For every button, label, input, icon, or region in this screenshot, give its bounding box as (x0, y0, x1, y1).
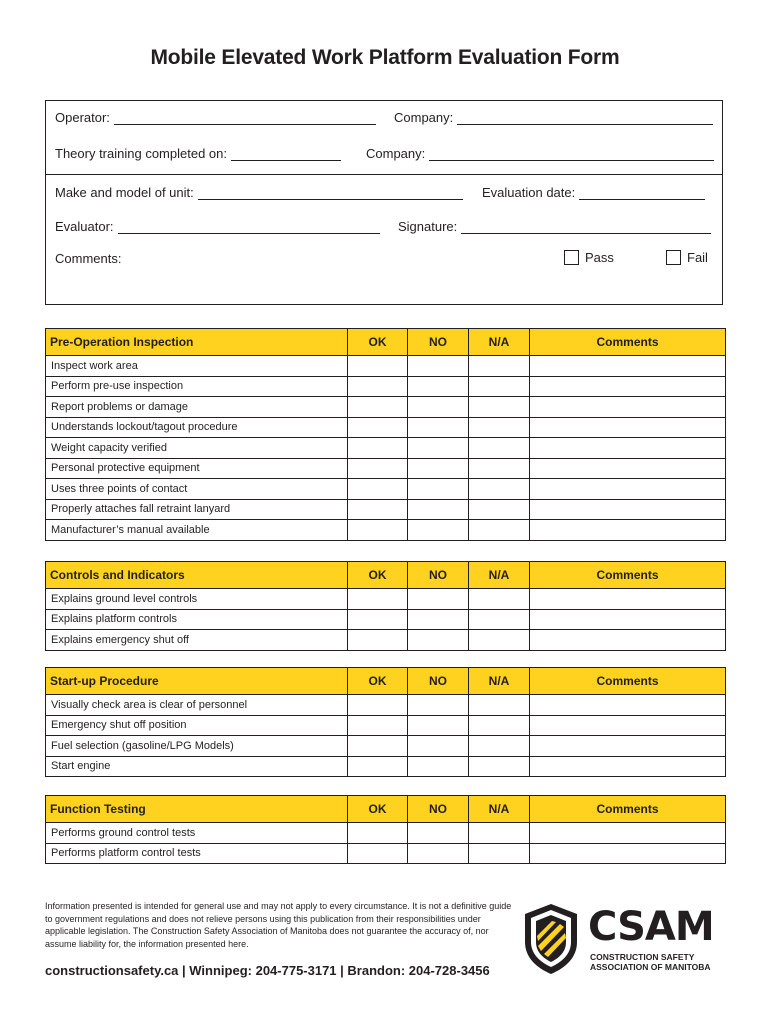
na-cell[interactable] (469, 438, 530, 459)
ok-column-header: OK (348, 796, 408, 823)
ok-cell[interactable] (348, 417, 408, 438)
operator-field[interactable] (55, 110, 376, 125)
table-row (46, 715, 726, 736)
company-field-1[interactable] (394, 110, 713, 125)
section-header-row (46, 796, 726, 823)
no-cell[interactable] (408, 479, 469, 500)
na-cell[interactable] (469, 756, 530, 777)
no-cell[interactable] (408, 499, 469, 520)
info-box (45, 100, 723, 305)
table-row (46, 520, 726, 541)
comments-cell[interactable] (530, 823, 726, 844)
criterion-label: Report problems or damage (46, 397, 348, 418)
ok-cell[interactable] (348, 715, 408, 736)
ok-cell[interactable] (348, 695, 408, 716)
ok-cell[interactable] (348, 736, 408, 757)
comments-cell[interactable] (530, 589, 726, 610)
no-column-header: NO (408, 796, 469, 823)
brand-name: CSAM (588, 904, 714, 950)
section-header-row (46, 329, 726, 356)
section-table (45, 328, 726, 541)
table-row (46, 458, 726, 479)
no-cell[interactable] (408, 630, 469, 651)
criterion-label: Performs ground control tests (46, 823, 348, 844)
comments-cell[interactable] (530, 715, 726, 736)
comments-cell[interactable] (530, 397, 726, 418)
table-row (46, 376, 726, 397)
comments-column-header: Comments (530, 329, 726, 356)
table-row (46, 356, 726, 377)
evaluator-line[interactable] (118, 219, 380, 234)
contact-line: constructionsafety.ca | Winnipeg: 204-775-3171 | Brandon: 204-728-3456 (45, 963, 490, 978)
section-table (45, 795, 726, 864)
table-row (46, 630, 726, 651)
fail-checkbox[interactable] (666, 250, 708, 265)
company-label-1: Company: (394, 110, 454, 125)
company-field-2[interactable] (366, 146, 714, 161)
table-row (46, 695, 726, 716)
criterion-label: Understands lockout/tagout procedure (46, 417, 348, 438)
comments-column-header: Comments (530, 668, 726, 695)
signature-label: Signature: (398, 219, 458, 234)
no-column-header: NO (408, 668, 469, 695)
fail-box[interactable] (666, 250, 681, 265)
signature-field[interactable] (398, 219, 711, 234)
section-title: Start-up Procedure (46, 668, 348, 695)
comments-field (55, 251, 121, 266)
no-cell[interactable] (408, 609, 469, 630)
criterion-label: Visually check area is clear of personnel (46, 695, 348, 716)
table-row (46, 736, 726, 757)
na-column-header: N/A (469, 329, 530, 356)
evaluation-date-line[interactable] (579, 185, 705, 200)
criterion-label: Performs platform control tests (46, 843, 348, 864)
na-cell[interactable] (469, 630, 530, 651)
brand-subtitle-line-1: CONSTRUCTION SAFETY (590, 952, 695, 962)
na-column-header: N/A (469, 668, 530, 695)
ok-cell[interactable] (348, 589, 408, 610)
comments-label: Comments: (55, 251, 122, 266)
company-label-2: Company: (366, 146, 426, 161)
na-cell[interactable] (469, 736, 530, 757)
na-column-header: N/A (469, 796, 530, 823)
comments-cell[interactable] (530, 438, 726, 459)
criterion-label: Explains ground level controls (46, 589, 348, 610)
table-row (46, 479, 726, 500)
ok-cell[interactable] (348, 756, 408, 777)
company-line-2[interactable] (429, 146, 714, 161)
ok-cell[interactable] (348, 376, 408, 397)
na-cell[interactable] (469, 520, 530, 541)
no-cell[interactable] (408, 843, 469, 864)
comments-cell[interactable] (530, 458, 726, 479)
na-cell[interactable] (469, 376, 530, 397)
table-row (46, 823, 726, 844)
theory-label: Theory training completed on: (55, 146, 227, 161)
comments-cell[interactable] (530, 376, 726, 397)
table-row (46, 438, 726, 459)
ok-cell[interactable] (348, 458, 408, 479)
table-row (46, 397, 726, 418)
ok-cell[interactable] (348, 499, 408, 520)
no-cell[interactable] (408, 397, 469, 418)
criterion-label: Properly attaches fall retraint lanyard (46, 499, 348, 520)
criterion-label: Explains platform controls (46, 609, 348, 630)
section-table (45, 667, 726, 777)
table-row (46, 756, 726, 777)
signature-line[interactable] (461, 219, 711, 234)
ok-cell[interactable] (348, 397, 408, 418)
evaluator-label: Evaluator: (55, 219, 114, 234)
criterion-label: Explains emergency shut off (46, 630, 348, 651)
ok-column-header: OK (348, 329, 408, 356)
make-model-field[interactable] (55, 185, 463, 200)
csam-logo (522, 902, 727, 982)
na-cell[interactable] (469, 823, 530, 844)
no-cell[interactable] (408, 520, 469, 541)
comments-cell[interactable] (530, 479, 726, 500)
section-header-row (46, 562, 726, 589)
comments-column-header: Comments (530, 562, 726, 589)
ok-cell[interactable] (348, 479, 408, 500)
make-model-line[interactable] (198, 185, 463, 200)
comments-cell[interactable] (530, 756, 726, 777)
ok-cell[interactable] (348, 823, 408, 844)
na-cell[interactable] (469, 843, 530, 864)
theory-field[interactable] (55, 146, 341, 161)
ok-cell[interactable] (348, 356, 408, 377)
ok-column-header: OK (348, 562, 408, 589)
na-cell[interactable] (469, 499, 530, 520)
comments-cell[interactable] (530, 736, 726, 757)
shield-icon (522, 902, 580, 976)
comments-cell[interactable] (530, 843, 726, 864)
theory-line[interactable] (231, 146, 341, 161)
table-row (46, 843, 726, 864)
criterion-label: Emergency shut off position (46, 715, 348, 736)
criterion-label: Inspect work area (46, 356, 348, 377)
no-column-header: NO (408, 562, 469, 589)
no-cell[interactable] (408, 715, 469, 736)
na-cell[interactable] (469, 356, 530, 377)
no-cell[interactable] (408, 417, 469, 438)
ok-cell[interactable] (348, 843, 408, 864)
evaluator-field[interactable] (55, 219, 380, 234)
criterion-label: Manufacturer’s manual available (46, 520, 348, 541)
na-column-header: N/A (469, 562, 530, 589)
operator-label: Operator: (55, 110, 110, 125)
na-cell[interactable] (469, 715, 530, 736)
criterion-label: Personal protective equipment (46, 458, 348, 479)
brand-subtitle-line-2: ASSOCIATION OF MANITOBA (590, 962, 711, 972)
brand-subtitle (590, 952, 711, 972)
table-row (46, 417, 726, 438)
criterion-label: Fuel selection (gasoline/LPG Models) (46, 736, 348, 757)
no-cell[interactable] (408, 695, 469, 716)
section-table (45, 561, 726, 651)
na-cell[interactable] (469, 397, 530, 418)
operator-line[interactable] (114, 110, 376, 125)
disclaimer: Information presented is intended for general use and may not apply to every circumstance. It is not a definitive guide to government regulations and does not relieve persons using this publication from their responsibilities under applicable legislation. The Construction Safety Association of Manitoba does not guarantee the accuracy of, nor assume liability for, the information presented here. (45, 901, 512, 949)
criterion-label: Start engine (46, 756, 348, 777)
no-cell[interactable] (408, 736, 469, 757)
pass-label: Pass (585, 250, 614, 265)
comments-cell[interactable] (530, 417, 726, 438)
no-cell[interactable] (408, 356, 469, 377)
criterion-label: Perform pre-use inspection (46, 376, 348, 397)
make-model-label: Make and model of unit: (55, 185, 194, 200)
section-header-row (46, 668, 726, 695)
comments-cell[interactable] (530, 630, 726, 651)
section-title: Pre-Operation Inspection (46, 329, 348, 356)
na-cell[interactable] (469, 589, 530, 610)
comments-cell[interactable] (530, 499, 726, 520)
no-cell[interactable] (408, 438, 469, 459)
pass-box[interactable] (564, 250, 579, 265)
no-cell[interactable] (408, 376, 469, 397)
evaluation-date-label: Evaluation date: (482, 185, 576, 200)
criterion-label: Uses three points of contact (46, 479, 348, 500)
na-cell[interactable] (469, 417, 530, 438)
table-row (46, 589, 726, 610)
ok-column-header: OK (348, 668, 408, 695)
comments-cell[interactable] (530, 520, 726, 541)
comments-cell[interactable] (530, 609, 726, 630)
table-row (46, 499, 726, 520)
criterion-label: Weight capacity verified (46, 438, 348, 459)
na-cell[interactable] (469, 479, 530, 500)
ok-cell[interactable] (348, 630, 408, 651)
na-cell[interactable] (469, 609, 530, 630)
comments-cell[interactable] (530, 695, 726, 716)
comments-column-header: Comments (530, 796, 726, 823)
section-title: Controls and Indicators (46, 562, 348, 589)
evaluation-date-field[interactable] (482, 185, 705, 200)
ok-cell[interactable] (348, 438, 408, 459)
no-cell[interactable] (408, 756, 469, 777)
no-column-header: NO (408, 329, 469, 356)
info-divider (46, 174, 722, 175)
fail-label: Fail (687, 250, 708, 265)
no-cell[interactable] (408, 589, 469, 610)
section-title: Function Testing (46, 796, 348, 823)
table-row (46, 609, 726, 630)
na-cell[interactable] (469, 458, 530, 479)
company-line-1[interactable] (457, 110, 713, 125)
no-cell[interactable] (408, 823, 469, 844)
ok-cell[interactable] (348, 609, 408, 630)
pass-checkbox[interactable] (564, 250, 614, 265)
form-title: Mobile Elevated Work Platform Evaluation Form (150, 46, 620, 69)
no-cell[interactable] (408, 458, 469, 479)
ok-cell[interactable] (348, 520, 408, 541)
comments-cell[interactable] (530, 356, 726, 377)
na-cell[interactable] (469, 695, 530, 716)
